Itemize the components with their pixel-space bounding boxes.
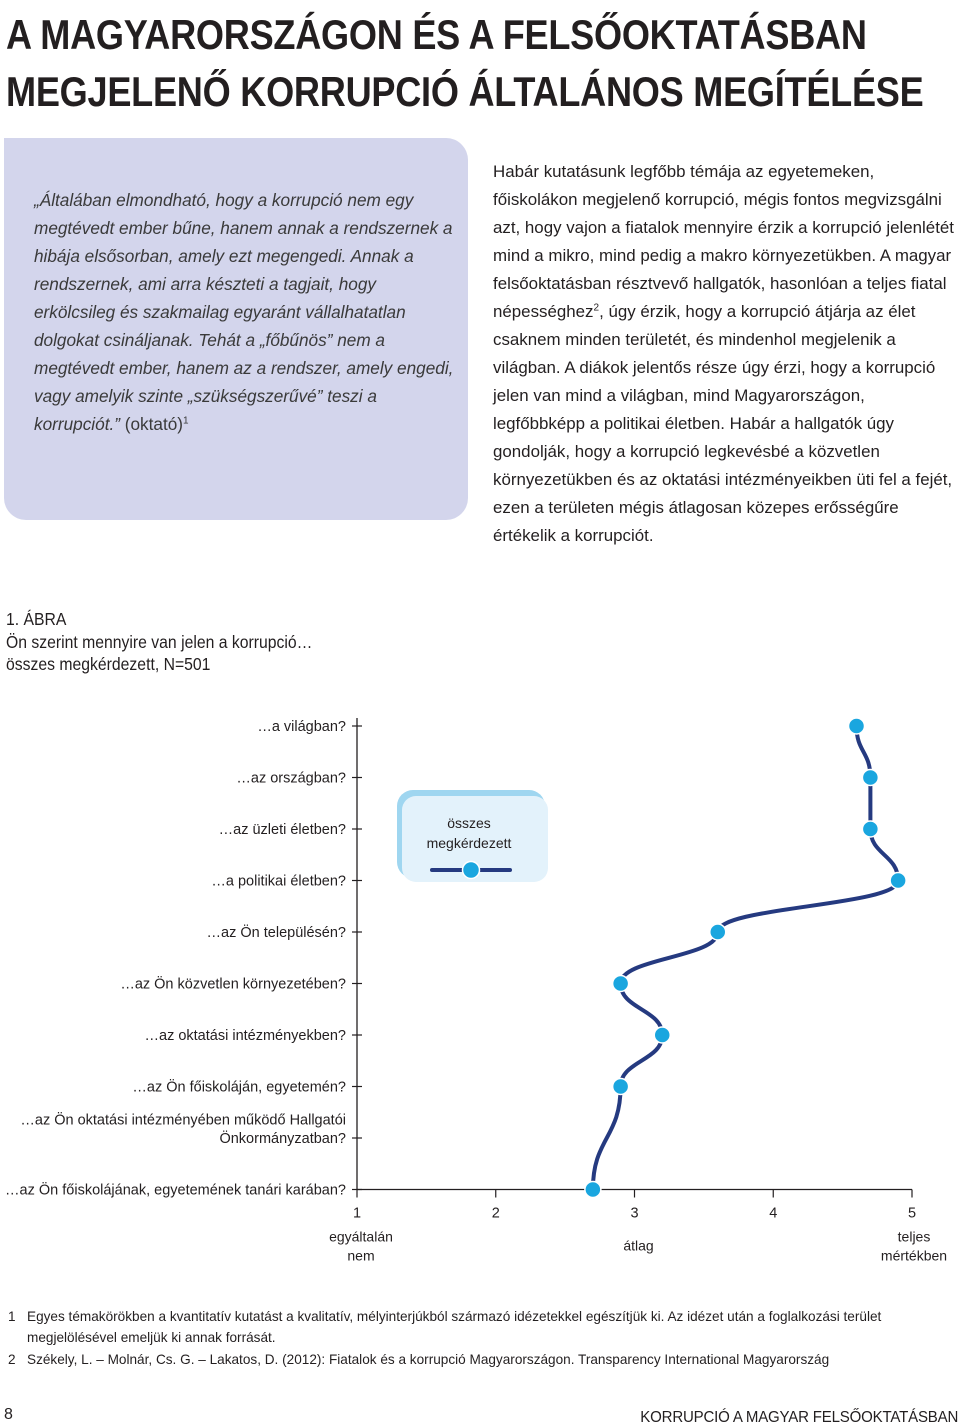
series-layer (585, 718, 906, 1198)
scale-label-high: teljes mértékben (880, 1228, 948, 1264)
category-label: …a politikai életben? (211, 873, 346, 890)
scale-label-low: egyáltalán nem (329, 1228, 393, 1264)
corruption-perception-chart (0, 690, 960, 1275)
x-tick-label: 1 (352, 1205, 362, 1222)
data-point (862, 770, 878, 786)
figure-sample: összes megkérdezett, N=501 (6, 654, 211, 674)
data-point (654, 1027, 670, 1043)
footnote-1 (4, 1306, 960, 1348)
data-point (890, 873, 906, 889)
page-title-line-1: A MAGYARORSZÁGON ÉS A FELSŐOKTATÁSBAN (6, 11, 867, 58)
quote-body: „Általában elmondható, hogy a korrupció nem egy megtévedt ember bűne, hanem annak a rendszernek a hibája elsősorban, amely ezt megengedi. Annak a rendszernek, ami arra készteti a tagjait, hogy erkölcsileg és szakmailag egyaránt vállalhatatlan dolgokat csináljanak. Tehát a „főbűnös” nem a megtévedt ember, hanem az a rendszer, amely engedi, vagy amelyik szinte „szükségszerűvé” teszi a korrupciót.” (34, 190, 454, 434)
footnote-2-text: Székely, L. – Molnár, Cs. G. – Lakatos, D. (2012): Fiatalok és a korrupció Magyarországon. Transparency International Magyarország (27, 1352, 830, 1367)
figure-question: Ön szerint mennyire van jelen a korrupció… (6, 631, 313, 652)
footnote-ref-1[interactable]: 1 (183, 415, 189, 427)
footnote-2-number: 2 (8, 1352, 16, 1367)
category-label: …az országban? (236, 770, 346, 787)
category-label: …az üzleti életben? (218, 822, 346, 838)
page-title-line-2: MEGJELENŐ KORRUPCIÓ ÁLTALÁNOS MEGÍTÉLÉSE (6, 68, 924, 115)
page-number: 8 (4, 1406, 13, 1423)
category-label: …az Ön oktatási intézményében működő Hallgatói Önkormányzatban? (20, 1112, 346, 1147)
body-paragraph (493, 158, 960, 550)
data-point (613, 1079, 629, 1095)
category-label: …az Ön főiskolájának, egyetemének tanári karában? (5, 1182, 346, 1199)
body-text-part-2: , úgy érzik, hogy a korrupció átjárja az élet csaknem minden területét, és mindenhol megjelenik a világban. A diákok jelentős része úgy érzi, hogy a korrupció jelen van mind a világban, mind Magyarországon, legfőbbképp a politikai életben. Habár a hallgatók úgy gondolják, hogy a korrupció legkevésbé a közvetlen környezetükben és az oktatási intézményeikben üti fel a fejét, ezen a területen mégis átlagosan közepes erősségűre értékelik a korrupciót. (493, 302, 953, 545)
legend-marker-sample (463, 862, 480, 879)
legend-label: összes megkérdezett (426, 815, 512, 851)
data-point (862, 821, 878, 837)
scale-label-mid: átlag (623, 1237, 654, 1254)
category-label: …az Ön főiskoláján, egyetemén? (132, 1079, 346, 1096)
x-tick-label: 4 (769, 1205, 778, 1222)
footnotes (4, 1306, 960, 1370)
chart-legend (397, 790, 548, 882)
footnote-2 (4, 1349, 960, 1370)
x-tick-label: 3 (630, 1205, 639, 1222)
page-title (6, 6, 924, 120)
figure-number: 1. ÁBRA (6, 609, 67, 629)
x-tick-label: 5 (907, 1205, 917, 1222)
running-title: KORRUPCIÓ A MAGYAR FELSŐOKTATÁSBAN (640, 1409, 958, 1426)
body-text-part-1: Habár kutatásunk legfőbb témája az egyetemeken, főiskolákon megjelenő korrupció, mégis fontos megvizsgálni azt, hogy vajon a fiatalok mennyire érzik a korrupció jelenlétét mind a mikro, mind pedig a makro környezetükben. A magyar felsőoktatásban résztvevő hallgatók, hasonlóan a teljes fiatal népességhez (493, 162, 954, 321)
quote-text (34, 186, 454, 438)
data-point (710, 924, 726, 940)
x-tick-label: 2 (491, 1205, 500, 1222)
category-label: …az Ön közvetlen környezetében? (120, 976, 346, 993)
category-label: …a világban? (257, 719, 346, 735)
data-point (849, 718, 865, 734)
quote-source: (oktató) (124, 414, 184, 434)
category-label: …az Ön településén? (206, 925, 346, 941)
footnote-1-text: Egyes témakörökben a kvantitatív kutatást a kvalitatív, mélyinterjúkból származó idézetekkel egészítjük ki. Az idézet után a foglalkozási terület megjelölésével emeljük ki annak forrását. (27, 1309, 882, 1345)
footnote-1-number: 1 (8, 1309, 16, 1324)
footnote-ref-2[interactable]: 2 (593, 302, 600, 314)
data-point (613, 976, 629, 992)
data-point (585, 1182, 601, 1198)
category-labels (5, 719, 346, 1199)
category-label: …az oktatási intézményekben? (144, 1028, 346, 1044)
series-line (593, 726, 898, 1190)
figure-caption (6, 608, 546, 676)
